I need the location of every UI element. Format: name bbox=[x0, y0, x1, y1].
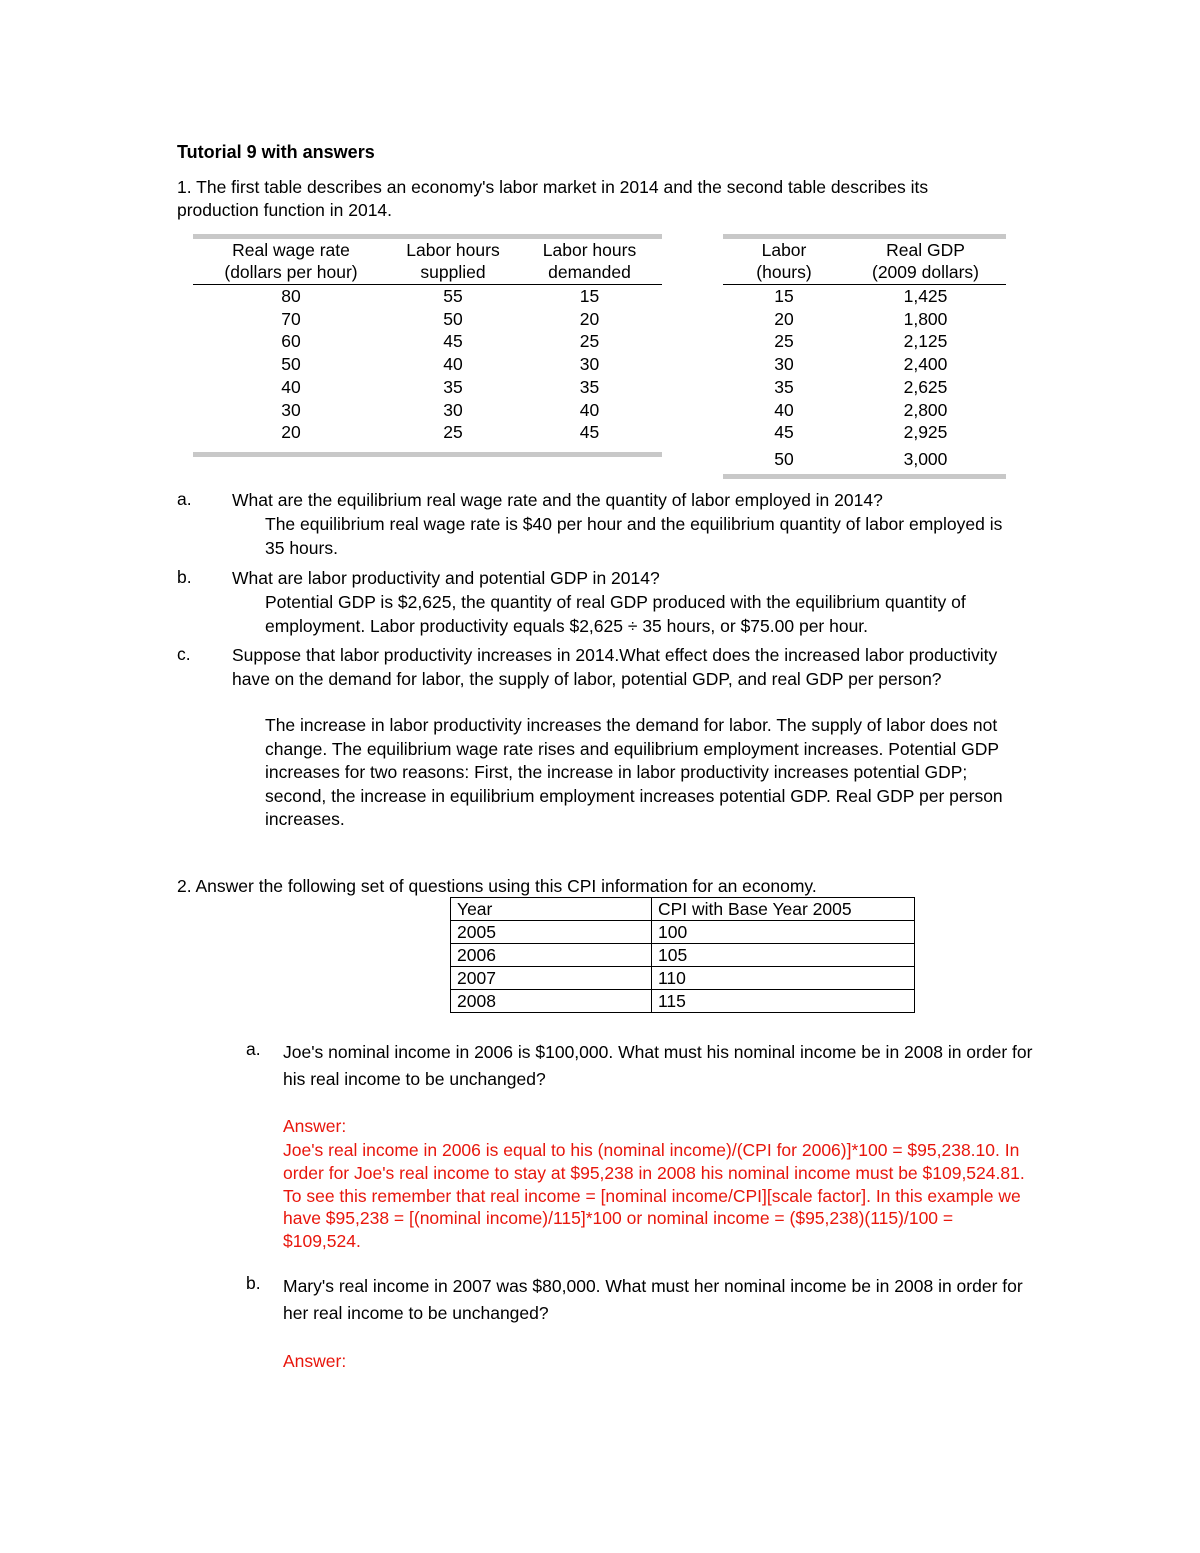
part-label: b. bbox=[246, 1273, 261, 1293]
header-cell bbox=[389, 239, 517, 283]
table-row bbox=[193, 285, 662, 308]
table-cell: 105 bbox=[652, 944, 915, 967]
table-header-row bbox=[451, 898, 915, 921]
table-row bbox=[723, 421, 1006, 444]
table-cell: 40 bbox=[579, 399, 600, 420]
table-cell: 3,000 bbox=[903, 448, 948, 469]
table-cell: 50 bbox=[443, 308, 463, 329]
part-label: c. bbox=[177, 644, 191, 664]
table-cell: 20 bbox=[281, 422, 301, 443]
part-label: b. bbox=[177, 567, 192, 587]
header-line: Real wage rate bbox=[232, 240, 350, 260]
answer-text: Joe's real income in 2006 is equal to his (nominal income)/(CPI for 2006)]*100 = $95,238.10. In order for Joe's real income to stay at $95,238 in 2008 his nominal income must be $109,524.81. To see this remember that real income = [nominal income/CPI][scale factor]. In this example we have $95,238 = [(nominal income)/115]*100 or nominal income = ($95,238)(115)/100 = $109,524. bbox=[283, 1140, 1025, 1252]
table-cell: 30 bbox=[443, 399, 463, 420]
header-cell bbox=[193, 239, 389, 283]
table-cell: 15 bbox=[774, 286, 794, 306]
part-label: a. bbox=[177, 489, 192, 509]
table-cell: 45 bbox=[443, 331, 463, 352]
labor-market-table bbox=[193, 234, 662, 457]
table-bottom-rule bbox=[723, 474, 1006, 479]
table-row bbox=[451, 921, 915, 944]
table-cell: 40 bbox=[443, 354, 463, 375]
table-cell: 15 bbox=[579, 286, 600, 306]
table-cell: 1,425 bbox=[903, 286, 948, 306]
table-cell: 2005 bbox=[451, 921, 652, 944]
table-row bbox=[723, 376, 1006, 399]
table-row bbox=[723, 399, 1006, 422]
table-cell: 2,800 bbox=[903, 399, 948, 420]
header-line: Real GDP bbox=[886, 240, 965, 260]
table-cell: 2007 bbox=[451, 967, 652, 990]
header-line: (dollars per hour) bbox=[224, 262, 358, 282]
table-cell: 50 bbox=[774, 448, 794, 469]
table-cell: 40 bbox=[774, 399, 794, 420]
table-cell: 30 bbox=[579, 354, 600, 375]
table-cell: 25 bbox=[774, 331, 794, 352]
table-body bbox=[451, 898, 915, 1013]
table-cell: CPI with Base Year 2005 bbox=[652, 898, 915, 921]
table-cell: 35 bbox=[774, 376, 794, 397]
q1-intro: 1. The first table describes an economy's labor market in 2014 and the second table describes its production function in 2014. bbox=[177, 177, 929, 220]
answer-label: Answer: bbox=[283, 1116, 347, 1136]
header-line: Labor bbox=[761, 240, 807, 260]
table-header bbox=[193, 239, 662, 285]
answer-text: Potential GDP is $2,625, the quantity of real GDP produced with the equilibrium quantity of employment. Labor productivity equals $2,625 ÷ 35 hours, or $75.00 per hour. bbox=[265, 592, 966, 636]
table-cell: 2008 bbox=[451, 990, 652, 1013]
header-cell bbox=[845, 239, 1006, 283]
table-cell: 2,125 bbox=[903, 331, 948, 352]
table-row bbox=[723, 353, 1006, 376]
table-header bbox=[723, 239, 1006, 285]
table-cell: 80 bbox=[281, 286, 301, 306]
header-line: (2009 dollars) bbox=[872, 262, 979, 282]
question-text: Suppose that labor productivity increases in 2014.What effect does the increased labor productivity have on the demand for labor, the supply of labor, potential GDP, and real GDP per person? bbox=[232, 645, 998, 689]
table-row bbox=[193, 421, 662, 444]
table-cell: 25 bbox=[443, 422, 463, 443]
table-bottom-rule bbox=[193, 452, 662, 457]
table-row bbox=[723, 448, 1006, 471]
table-cell: 2,400 bbox=[903, 354, 948, 375]
table-cell: 45 bbox=[579, 422, 600, 443]
header-line: supplied bbox=[420, 262, 486, 282]
table-row bbox=[193, 308, 662, 331]
table-row bbox=[193, 399, 662, 422]
header-line: Labor hours bbox=[406, 240, 500, 260]
table-cell: 35 bbox=[579, 376, 600, 397]
table-cell: 20 bbox=[774, 308, 794, 329]
question-text: What are the equilibrium real wage rate and the quantity of labor employed in 2014? bbox=[232, 490, 883, 510]
table-row bbox=[723, 330, 1006, 353]
header-line: (hours) bbox=[756, 262, 812, 282]
table-cell: 45 bbox=[774, 422, 794, 443]
table-cell: 2,625 bbox=[903, 376, 948, 397]
table-row bbox=[723, 308, 1006, 331]
header-line: Labor hours bbox=[542, 240, 637, 260]
page-title: Tutorial 9 with answers bbox=[177, 142, 375, 162]
table-cell: 2006 bbox=[451, 944, 652, 967]
table-cell: 1,800 bbox=[903, 308, 948, 329]
table-cell: 50 bbox=[281, 354, 301, 375]
table-row bbox=[451, 967, 915, 990]
table-row bbox=[193, 330, 662, 353]
production-function-table bbox=[723, 234, 1006, 479]
table-cell: 30 bbox=[774, 354, 794, 375]
table-cell: 35 bbox=[443, 376, 463, 397]
table-body bbox=[193, 285, 662, 444]
header-line: demanded bbox=[548, 262, 631, 282]
question-text: Joe's nominal income in 2006 is $100,000. What must his nominal income be in 2008 in order for his real income to be unchanged? bbox=[283, 1042, 1033, 1089]
table-row bbox=[451, 944, 915, 967]
table-cell: 55 bbox=[443, 286, 463, 306]
table-cell: 2,925 bbox=[903, 422, 948, 443]
table-cell: 25 bbox=[579, 331, 600, 352]
table-cell: 70 bbox=[281, 308, 301, 329]
question-text: Mary's real income in 2007 was $80,000. What must her nominal income be in 2008 in order for her real income to be unchanged? bbox=[283, 1276, 1023, 1323]
question-text: What are labor productivity and potential GDP in 2014? bbox=[232, 568, 660, 588]
table-row bbox=[193, 353, 662, 376]
table-cell: 30 bbox=[281, 399, 301, 420]
cpi-table bbox=[450, 897, 915, 1013]
table-cell: 110 bbox=[652, 967, 915, 990]
answer-text: The equilibrium real wage rate is $40 per hour and the equilibrium quantity of labor employed is 35 hours. bbox=[265, 514, 1003, 558]
part-label: a. bbox=[246, 1039, 261, 1059]
table-row bbox=[723, 285, 1006, 308]
table-cell: 60 bbox=[281, 331, 301, 352]
table-row bbox=[451, 990, 915, 1013]
table-cell: 40 bbox=[281, 376, 301, 397]
answer-text: The increase in labor productivity increases the demand for labor. The supply of labor does not change. The equilibrium wage rate rises and equilibrium employment increases. Potential GDP increases for two reasons: First, the increase in labor productivity increases potential GDP; second, the increase in equilibrium employment increases potential GDP. Real GDP per person increases. bbox=[265, 715, 1003, 829]
header-cell bbox=[517, 239, 662, 283]
q2-intro: 2. Answer the following set of questions using this CPI information for an economy. bbox=[177, 876, 817, 896]
table-row bbox=[193, 376, 662, 399]
table-cell: Year bbox=[451, 898, 652, 921]
header-cell bbox=[723, 239, 845, 283]
table-body bbox=[723, 285, 1006, 471]
answer-label: Answer: bbox=[283, 1351, 347, 1371]
table-cell: 115 bbox=[652, 990, 915, 1013]
table-cell: 20 bbox=[579, 308, 600, 329]
table-cell: 100 bbox=[652, 921, 915, 944]
